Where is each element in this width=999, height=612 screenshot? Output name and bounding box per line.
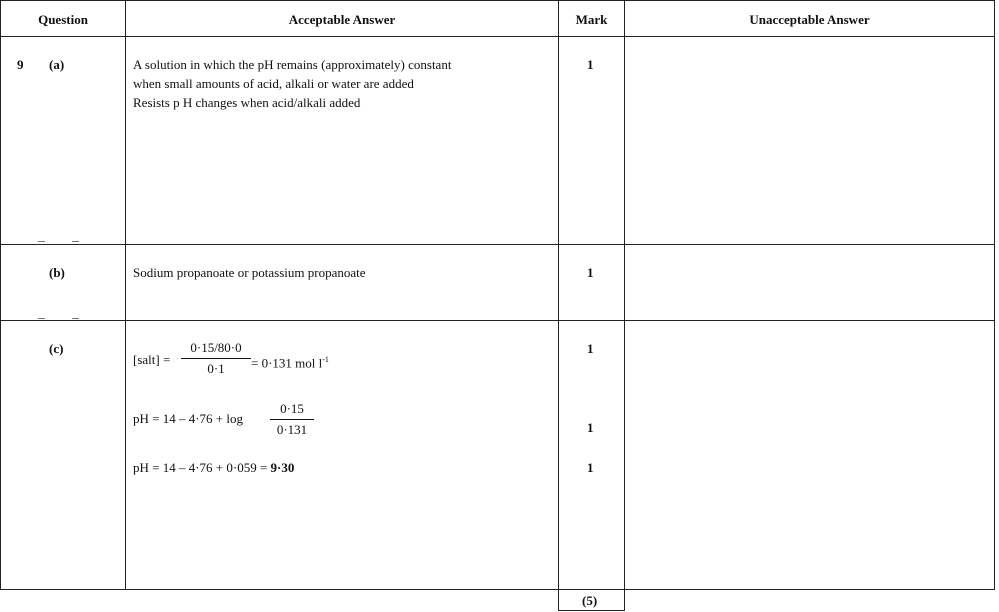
- question-number: 9: [17, 57, 24, 72]
- header-acceptable-answer: Acceptable Answer: [288, 12, 396, 27]
- row-b-bottom-border: [0, 320, 995, 321]
- mark-c-1: 1: [587, 341, 594, 356]
- ph-final-equation-working: pH = 14 – 4·76 + 0·059 =: [133, 460, 271, 475]
- salt-equation-rhs: [251, 350, 329, 372]
- salt-fraction: [181, 339, 251, 378]
- scan-tick: [38, 318, 45, 319]
- answer-a-line-2: when small amounts of acid, alkali or water are added: [133, 76, 414, 91]
- answer-b-text: Sodium propanoate or potassium propanoate: [133, 265, 366, 280]
- ph-final-answer: 9·30: [270, 460, 295, 475]
- header-divider: [0, 36, 995, 37]
- mark-column-divider: [624, 0, 625, 611]
- header-mark: Mark: [575, 12, 608, 27]
- question-part-a: (a): [49, 57, 65, 72]
- ph-log-fraction-bar: [270, 419, 314, 420]
- question-column-divider: [125, 0, 126, 590]
- mark-c-2: 1: [587, 420, 594, 435]
- answer-a-line-3: Resists p H changes when acid/alkali added: [133, 95, 361, 110]
- scan-tick: [72, 318, 79, 319]
- header-unacceptable-answer: Unacceptable Answer: [749, 12, 870, 27]
- salt-equation-lhs: [salt] =: [133, 352, 171, 367]
- row-a-bottom-border: [0, 244, 995, 245]
- table-left-border: [0, 0, 1, 590]
- ph-log-equation-lhs: pH = 14 – 4·76 + log: [133, 411, 243, 426]
- question-part-c: (c): [49, 341, 64, 356]
- mark-c-3: 1: [587, 460, 594, 475]
- salt-fraction-bar: [181, 358, 251, 359]
- total-box-bottom-border: [558, 610, 625, 611]
- ph-log-fraction-numerator: 0·15: [280, 401, 304, 416]
- ph-final-equation: [133, 458, 294, 477]
- ph-log-fraction: [270, 400, 314, 439]
- table-bottom-border: [0, 589, 995, 590]
- salt-equation-rhs-exponent: -1: [322, 355, 329, 364]
- answer-column-divider: [558, 0, 559, 611]
- question-part-b: (b): [49, 265, 65, 280]
- mark-a: 1: [587, 57, 594, 72]
- salt-fraction-numerator: 0·15/80·0: [190, 340, 242, 355]
- answer-a-line-1: A solution in which the pH remains (approximately) constant: [133, 57, 452, 72]
- table-right-border: [994, 0, 995, 590]
- scan-tick: [72, 241, 79, 242]
- salt-fraction-denominator: 0·1: [207, 361, 225, 376]
- total-mark: (5): [582, 593, 598, 608]
- header-question: Question: [38, 12, 88, 27]
- table-top-border: [0, 0, 995, 1]
- ph-log-fraction-denominator: 0·131: [276, 422, 308, 437]
- mark-b: 1: [587, 265, 594, 280]
- scan-tick: [38, 241, 45, 242]
- salt-equation-rhs-value: = 0·131 mol l: [251, 355, 323, 371]
